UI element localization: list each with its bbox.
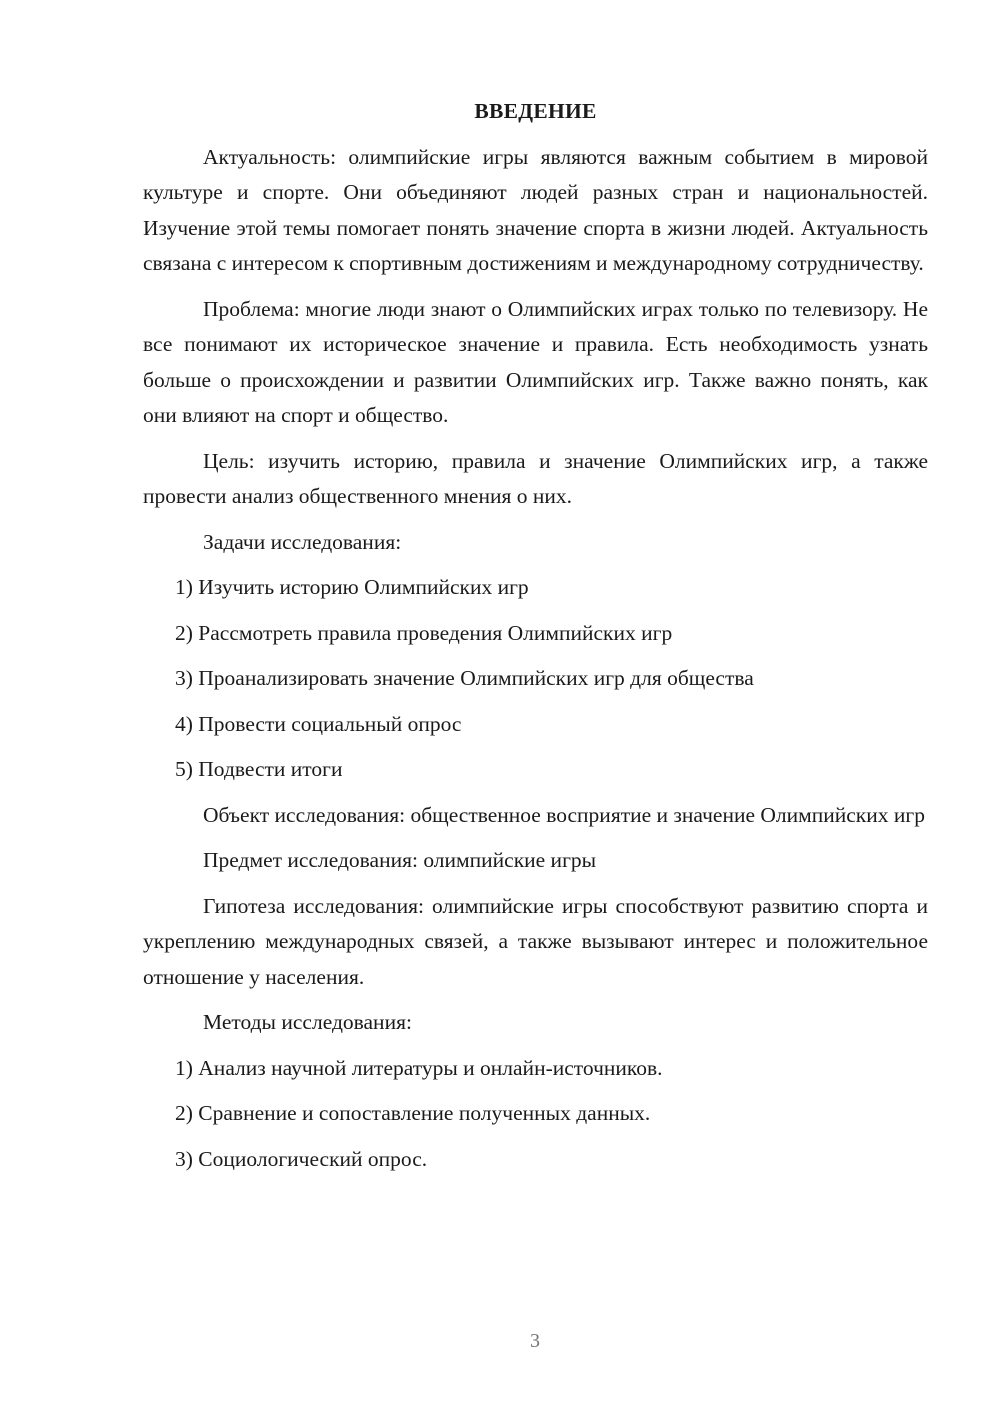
list-item: 2) Рассмотреть правила проведения Олимпийских игр (175, 620, 673, 645)
tasks-list (143, 570, 928, 788)
section-title: ВВЕДЕНИЕ (474, 99, 597, 123)
hypothesis-paragraph: Гипотеза исследования: олимпийские игры способствуют развитию спорта и укреплению международных связей, а также вызывают интерес и положительное отношение у населения. (143, 893, 928, 989)
subject-paragraph: Предмет исследования: олимпийские игры (203, 848, 597, 872)
list-item: 4) Провести социальный опрос (175, 711, 462, 736)
list-item: 2) Сравнение и сопоставление полученных данных. (175, 1101, 651, 1125)
list-item: 5) Подвести итоги (175, 757, 343, 781)
goal-paragraph: Цель: изучить историю, правила и значение Олимпийских игр, а также провести анализ общественного мнения о них. (143, 448, 928, 508)
list-item: 1) Изучить историю Олимпийских игр (175, 575, 529, 599)
methods-list (143, 1051, 928, 1178)
relevance-paragraph: Актуальность: олимпийские игры являются важным событием в мировой культуре и спорте. Они объединяют людей разных стран и национальностей. Изучение этой темы помогает понять значение спорта в жизни людей. Актуальность связана с интересом к спортивным достижениям и международному сотрудничеству. (143, 144, 928, 275)
tasks-heading: Задачи исследования: (203, 529, 402, 554)
document-page (143, 94, 928, 1187)
object-paragraph: Объект исследования: общественное восприятие и значение Олимпийских игр (203, 802, 925, 827)
list-item: 3) Проанализировать значение Олимпийских игр для общества (175, 666, 754, 690)
methods-heading: Методы исследования: (203, 1010, 412, 1034)
list-item: 3) Социологический опрос. (175, 1146, 428, 1171)
list-item: 1) Анализ научной литературы и онлайн-источников. (175, 1055, 663, 1080)
page-number: 3 (530, 1330, 540, 1352)
problem-paragraph: Проблема: многие люди знают о Олимпийских играх только по телевизору. Не все понимают их историческое значение и правила. Есть необходимость узнать больше о происхождении и развитии Олимпийских игр. Также важно понять, как они влияют на спорт и общество. (143, 296, 928, 427)
